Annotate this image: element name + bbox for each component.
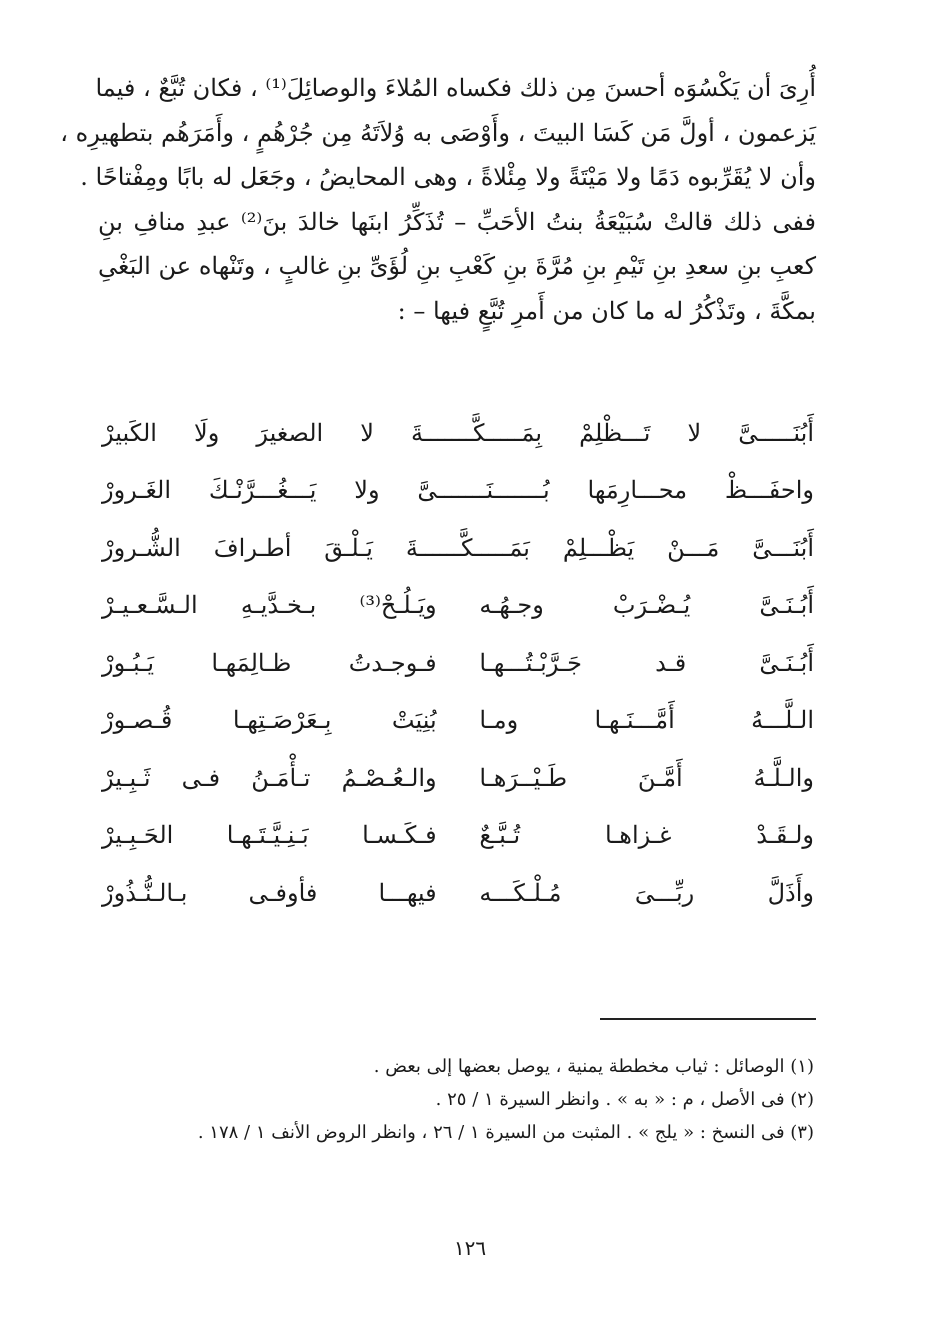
poem-verse	[102, 519, 814, 577]
verse-text: أَبُنَـــىَّ مَـــنْ يَظْـــلِمْ بَمَـــــكَّــــــةَ يَـلْـقَ أطـرافَ الشُّـرورْ	[102, 533, 814, 562]
poem-verse	[102, 807, 814, 865]
prose-line: كعبِ بنِ سعدِ بنِ تَيْمِ بنِ مُرَّةَ بنِ كَعْبِ بنِ لُؤَىِّ بنِ غالبٍ ، وتَنْهاه عن البَغْىِ	[98, 252, 816, 280]
prose-paragraph	[60, 66, 816, 333]
verse-text: واحفَـــظْ محـــارِمَها بُـــــــنَـــــــىَّ ولا يَـــغُـــرَّنْـكَ الغَـرورْ	[102, 476, 814, 505]
poem-verse	[102, 462, 814, 520]
footnotes	[150, 1050, 814, 1149]
poem	[102, 404, 814, 922]
prose-line: وأن لا يُقَرِّبوه دَمًا ولا مَيْتَةً ولا مِئْلاةً ، وهى المحايضُ ، وجَعَل له بابًا ومِفْتاحًا .	[80, 163, 816, 191]
poem-verse	[102, 692, 814, 750]
verse-second-hemistich: والـعُـصْـمُ تـأْمَـنُ فـى ثَـبِـيرْ	[102, 763, 437, 792]
verse-second-hemistich: ويَـلُـحْ⁽³⁾ بـخـدَّيـهِ الـسَّـعـيـرْ	[102, 591, 437, 620]
verse-first-hemistich: والـلَّـهُ أَمَّـنَ طَـيْــرَهـا	[479, 763, 814, 792]
verse-first-hemistich: أَبُـنَـىَّ قـد جَـرَّبْـتُـــهـا	[479, 648, 814, 677]
page-number: ١٢٦	[453, 1236, 487, 1260]
verse-second-hemistich: فـوجـدتُ ظـالِمَهـا يَـبُـورْ	[102, 648, 437, 677]
verse-first-hemistich: وأَذَلَّ ربِّـــىَ مُـلْـكَـــه	[479, 878, 814, 907]
prose-line: بمكَّةَ ، وتَذْكُرُ له ما كان من أَمرِ تُبَّعٍ فيها – :	[397, 296, 816, 325]
verse-second-hemistich: بُنِيَتْ بِـعَرْصَـتِهـا قُـصـورْ	[102, 706, 437, 735]
verse-second-hemistich: فيهـــا فأوفـى بـالـنُّـذُورْ	[102, 878, 437, 907]
poem-verse	[102, 577, 814, 635]
poem-verse	[102, 634, 814, 692]
footnote: (١) الوصائل : ثياب مخططة يمنية ، يوصل بعضها إلى بعض .	[373, 1056, 814, 1077]
poem-verse	[102, 404, 814, 462]
verse-second-hemistich: فـكَـسـا بَـنِـيَّـتَـهـا الحَـبِـيرْ	[102, 821, 437, 850]
verse-first-hemistich: ولـقَـدْ غـزاهـا تُـبَّـعٌ	[479, 821, 814, 850]
poem-verse	[102, 749, 814, 807]
prose-line: أُرِىَ أن يَكْسُوَه أحسنَ مِن ذلك فكساه المُلاءَ والوصائِلَ⁽¹⁾ ، فكان تُبَّعٌ ، فيما	[95, 74, 816, 102]
prose-line: يَزعمون ، أولَّ مَن كَسَا البيتَ ، وأَوْصَى به وُلاَتَهُ مِن جُرْهُمٍ ، وأَمَرَهُم بتطهيرِه ،	[60, 118, 816, 147]
footnote: (٢) فى الأصل ، م : « به » . وانظر السيرة ١ / ٢٥ .	[435, 1089, 814, 1110]
verse-text: أَبُنَـــــىَّ لا تَـــظْلِمْ بِمَـــــكَّـــــــةَ لا الصغيرَ ولَا الكَبيرْ	[102, 418, 814, 447]
verse-first-hemistich: الـلَّـــهُ أَمَّـــنَـهـا ومـا	[479, 706, 814, 735]
prose-line: ففى ذلك قالتْ سُبَيْعَةُ بنتُ الأحَبِّ – تُذَكِّرُ ابنَها خالدَ بنَ⁽²⁾ عبدِ منافِ بنِ	[98, 207, 816, 236]
poem-verse	[102, 864, 814, 922]
verse-first-hemistich: أَبُـنَـىَّ يُـضْـرَبْ وجـهُـه	[479, 591, 814, 620]
footnote: (٣) فى النسخ : « يلج » . المثبت من السيرة ١ / ٢٦ ، وانظر الروض الأنف ١ / ١٧٨ .	[197, 1122, 814, 1143]
footnote-separator	[600, 1018, 816, 1020]
